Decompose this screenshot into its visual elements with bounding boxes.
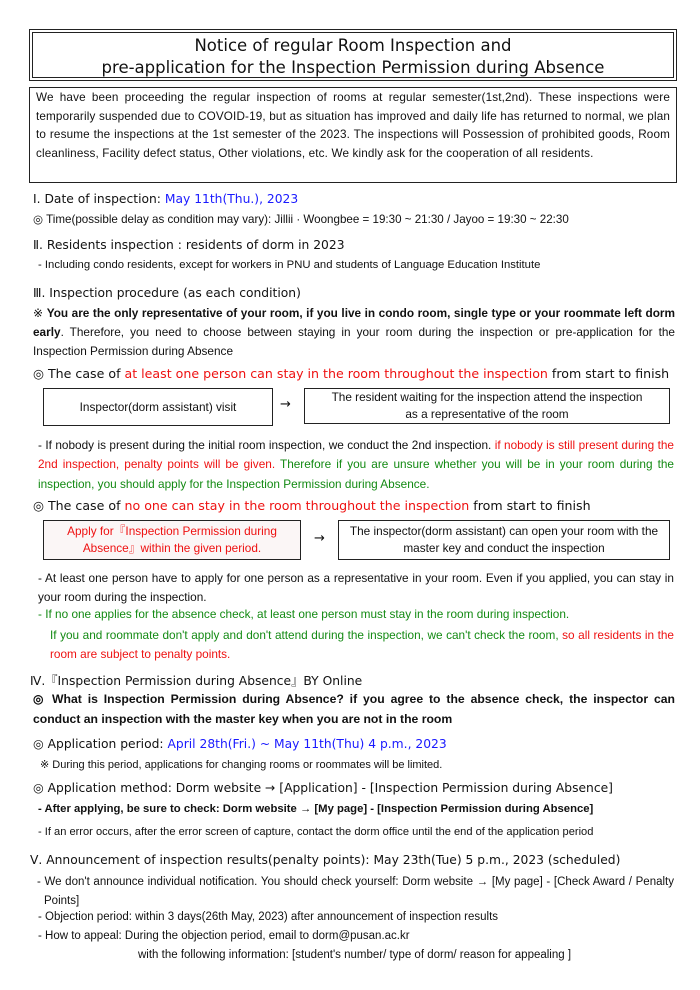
case1-note-black: - If nobody is present during the initial room inspection, we conduct the 2nd inspection. xyxy=(38,438,495,452)
flow-resident-attend-label: The resident waiting for the inspection attend the inspection as a representative of the room xyxy=(331,390,643,421)
case1-prefix: ◎ The case of xyxy=(33,366,125,381)
section4-what: ◎ What is Inspection Permission during Absence? if you agree to the absence check, the inspector can conduct an inspection with the master key when you are not in the room xyxy=(33,692,675,726)
section5-note3: - How to appeal: During the objection period, email to dorm@pusan.ac.kr xyxy=(38,930,410,942)
intro-box xyxy=(29,87,677,183)
case1-suffix: from start to finish xyxy=(547,366,670,381)
case2-note1-text: - At least one person have to apply for one person as a representative in your room. Even if you applied, you can stay in your room during the inspection. xyxy=(38,571,674,604)
case2-prefix: ◎ The case of xyxy=(33,498,125,513)
period-note: ※ During this period, applications for changing rooms or roommates will be limited. xyxy=(40,759,443,771)
case2-heading xyxy=(33,498,591,513)
title-box xyxy=(29,29,677,81)
flow-inspector-visit-label: Inspector(dorm assistant) visit xyxy=(79,399,237,414)
check-note: - After applying, be sure to check: Dorm website → [My page] - [Inspection Permission during Absence] xyxy=(38,803,594,815)
section3-note-rest: . Therefore, you need to choose between staying in your room during the inspection or pre-application for the Inspection Permission during Absence xyxy=(33,324,675,358)
inspection-date: May 11th(Thu.), 2023 xyxy=(164,192,299,206)
case2-suffix: from start to finish xyxy=(469,498,591,513)
flow-resident-attend xyxy=(304,388,670,424)
section3-note xyxy=(33,304,675,360)
case2-note2b xyxy=(50,626,674,664)
title-inner-border xyxy=(32,32,674,78)
application-period-value: April 28th(Fri.) ~ May 11th(Thu) 4 p.m., 2023 xyxy=(167,737,447,751)
intro-text: We have been proceeding the regular inspection of rooms at regular semester(1st,2nd). These inspections were temporarily suspended due to COVOID-19, but as situation has improved and daily life has returned to normal, we plan to resume the inspections at the 1st semester of the 2023. The inspections will Possession of prohibited goods, Room cleanliness, Facility defect status, Other violations, etc. We kindly ask for the cooperation of all residents. xyxy=(36,91,670,160)
page-title-line2: pre-application for the Inspection Permission during Absence xyxy=(101,58,605,77)
section1-heading xyxy=(33,192,298,206)
case2-note2a: - If no one applies for the absence check, at least one person must stay in the room during inspection. xyxy=(38,607,570,621)
flow-inspector-visit xyxy=(43,388,273,426)
arrow-right-icon: → xyxy=(314,531,325,546)
application-period-label: ◎ Application period: xyxy=(33,737,168,751)
case2-note2-red: so all residents in the room are subject to penalty points. xyxy=(50,628,674,661)
case2-highlight: no one can stay in the room throughout the inspection xyxy=(124,498,470,513)
page-title-line1: Notice of regular Room Inspection and xyxy=(194,36,512,55)
section3-heading: Ⅲ. Inspection procedure (as each condition) xyxy=(33,286,301,300)
flow-apply-permission-label: Apply for『Inspection Permission during Absence』within the given period. xyxy=(67,524,277,555)
section2-heading: Ⅱ. Residents inspection : residents of dorm in 2023 xyxy=(33,238,345,252)
section5-note2: - Objection period: within 3 days(26th May, 2023) after announcement of inspection results xyxy=(38,911,499,923)
flow-master-key xyxy=(338,520,670,560)
case1-highlight: at least one person can stay in the room throughout the inspection xyxy=(124,366,548,381)
case2-note2-green: If you and roommate don't apply and don't attend during the inspection, we can't check the room, xyxy=(50,628,559,642)
application-period xyxy=(33,737,447,751)
flow-master-key-label: The inspector(dorm assistant) can open your room with the master key and conduct the inspection xyxy=(349,524,659,555)
case1-note-red: if nobody is still present during the 2nd inspection, penalty points will be given. xyxy=(38,438,674,472)
inspection-time: ◎ Time(possible delay as condition may vary): Jillii · Woongbee = 19:30 ~ 21:30 / Jayoo = 19:30 ~ 22:30 xyxy=(33,213,569,226)
case1-note-green: Therefore if you are unsure whether you will be in your room during the inspection, you should apply for the Inspection Permission during Absence. xyxy=(38,457,674,491)
note-mark-icon: ※ xyxy=(33,306,44,320)
application-method: ◎ Application method: Dorm website → [Application] - [Inspection Permission during Absence] xyxy=(33,781,613,795)
error-note: - If an error occurs, after the error screen of capture, contact the dorm office until the end of the application period xyxy=(38,826,594,838)
section5-heading: Ⅴ. Announcement of inspection results(penalty points): May 23th(Tue) 5 p.m., 2023 (scheduled) xyxy=(30,853,621,867)
section5-note1: - We don't announce individual notification. You should check yourself: Dorm website → [My page] - [Check Award / Penalty Points] xyxy=(37,876,674,907)
section2-note: - Including condo residents, except for workers in PNU and students of Language Education Institute xyxy=(38,259,541,271)
case1-heading xyxy=(33,366,669,381)
case2-note1 xyxy=(38,569,674,607)
arrow-right-icon: → xyxy=(280,397,291,412)
section5-note3-cont: with the following information: [student's number/ type of dorm/ reason for appealing ] xyxy=(138,949,572,961)
flow-apply-permission xyxy=(43,520,301,560)
section4-heading: Ⅳ.『Inspection Permission during Absence』BY Online xyxy=(30,674,363,688)
section3-note-bold: You are the only representative of your room, if you live in condo room, single type or your roommate left dorm early xyxy=(33,306,676,339)
case1-note xyxy=(38,436,674,494)
section1-label: Ⅰ. Date of inspection: xyxy=(33,192,165,206)
